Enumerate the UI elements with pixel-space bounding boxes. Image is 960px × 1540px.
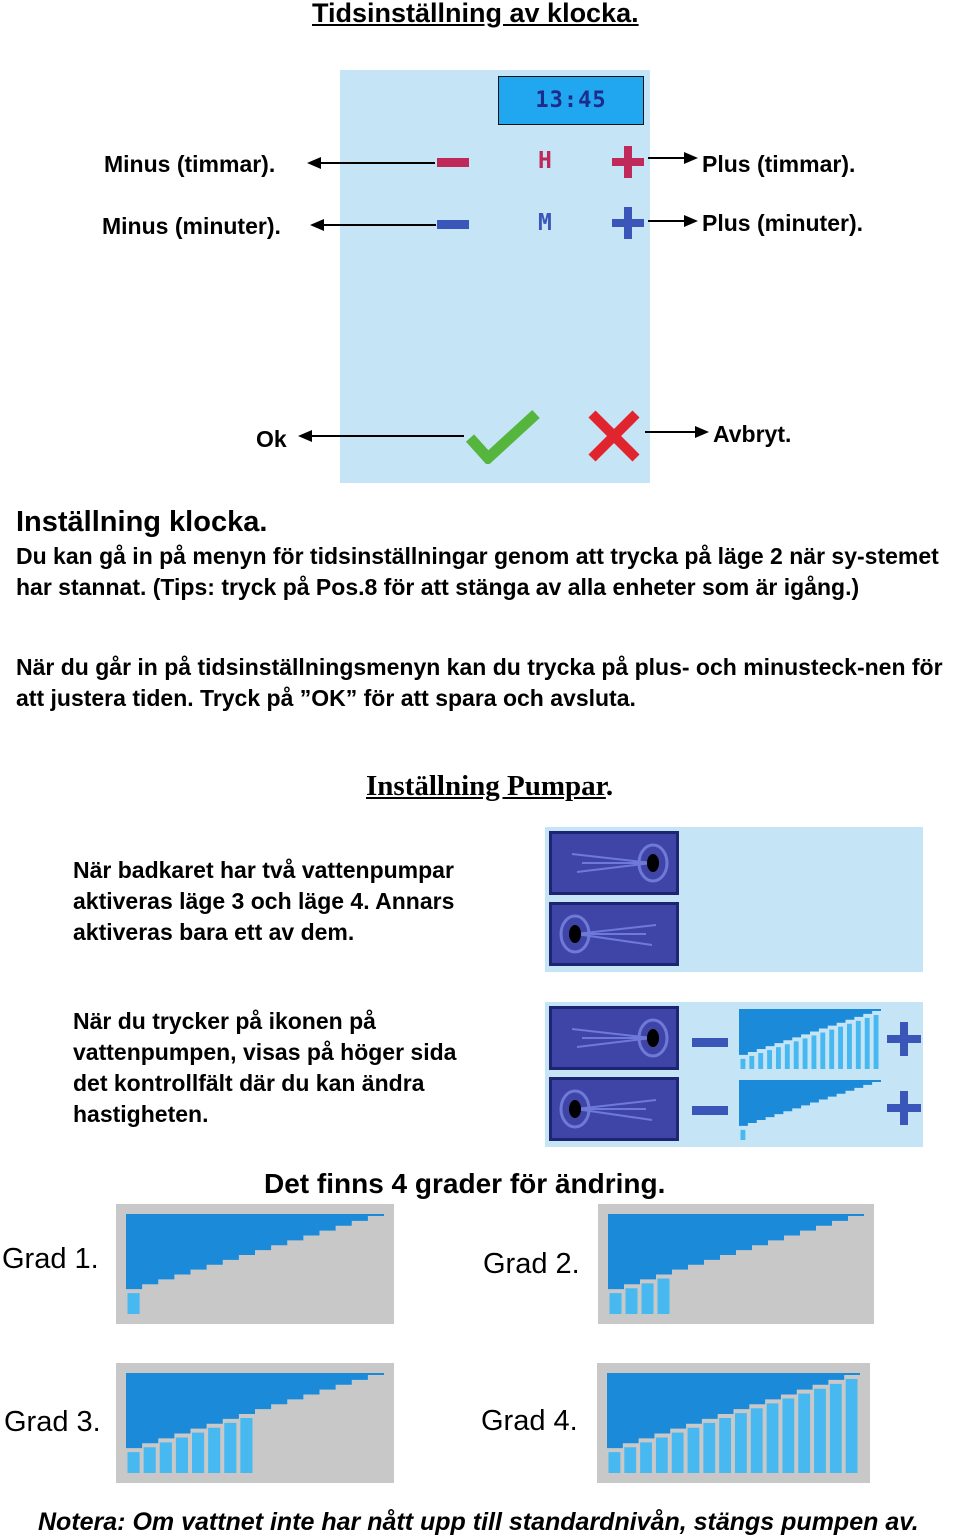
arrow-cancel: [645, 424, 709, 440]
speed-bar: [749, 1056, 754, 1069]
arrow-minus-hours: [307, 155, 437, 171]
pumps-text1: När badkaret har två vattenpumpar aktiveras läge 3 och läge 4. Annars aktiveras bara ett av dem.: [73, 857, 455, 945]
arrow-ok: [298, 428, 466, 444]
pump-panel-2: [545, 1002, 923, 1147]
grades-heading: Det finns 4 grader för ändring.: [264, 1168, 666, 1199]
speed-bar: [751, 1408, 763, 1473]
speed-bar: [776, 1047, 781, 1069]
speed-bar: [703, 1423, 715, 1473]
arrow-minus-minutes: [310, 217, 438, 233]
speed-bar: [803, 1038, 808, 1069]
speed-bar: [672, 1433, 684, 1473]
speed-bar: [626, 1288, 638, 1314]
grade-1-speed-graphic: [116, 1204, 394, 1324]
speed-plus-1-button[interactable]: [887, 1022, 921, 1056]
arrow-plus-minutes: [648, 213, 698, 229]
speed-bar: [785, 1044, 790, 1069]
page-title: Tidsinställning av klocka.: [312, 0, 639, 28]
pump-1-button-control[interactable]: [549, 1006, 679, 1070]
speed-bar: [735, 1413, 747, 1473]
hour-letter: H: [538, 148, 552, 174]
speed-bar: [741, 1059, 746, 1069]
pump-panel-1: [545, 827, 923, 972]
pump-2-button-control[interactable]: [549, 1077, 679, 1141]
speed-bar: [208, 1428, 220, 1473]
pumps-heading-text: Inställning Pumpar: [366, 770, 606, 802]
ok-label: Ok: [256, 426, 287, 452]
pump-1-button[interactable]: [549, 831, 679, 895]
plus-hours-button[interactable]: [612, 146, 644, 178]
speed-bar: [830, 1384, 842, 1473]
speed-bar: [874, 1015, 879, 1069]
pump-2-button[interactable]: [549, 902, 679, 966]
plus-hours-label: Plus (timmar).: [702, 151, 856, 177]
minus-minutes-button[interactable]: [437, 220, 469, 229]
speed-bar: [224, 1423, 236, 1473]
grade-4-label: Grad 4.: [481, 1405, 578, 1437]
speed-bar: [128, 1452, 140, 1473]
speed-bar: [856, 1021, 861, 1069]
speed-bar: [640, 1442, 652, 1473]
speed-bar: [642, 1283, 654, 1314]
speed-bar: [814, 1389, 826, 1473]
speed-bar: [160, 1442, 172, 1473]
speed-bar: [794, 1041, 799, 1069]
speed-minus-1-button[interactable]: [692, 1038, 728, 1047]
clock-section-para2: När du går in på tidsinställningsmenyn kan du trycka på plus- och minusteck-nen för att justera tiden. Tryck på ”OK” för att spara och avsluta.: [16, 654, 943, 711]
speed-bar: [767, 1050, 772, 1069]
speed-bar: [240, 1418, 252, 1473]
speed-bar: [758, 1053, 763, 1069]
speed-control-2: [737, 1078, 883, 1142]
speed-bar: [812, 1035, 817, 1069]
minus-hours-label: Minus (timmar).: [104, 151, 276, 177]
grade-2-label: Grad 2.: [483, 1248, 580, 1280]
footer-note: Notera: Om vattnet inte har nått upp till standardnivån, stängs pumpen av.: [38, 1508, 919, 1536]
speed-bar: [767, 1403, 779, 1473]
cancel-label: Avbryt.: [713, 421, 792, 447]
arrow-plus-hours: [648, 150, 698, 166]
ok-check-icon[interactable]: [466, 408, 540, 464]
clock-display: 13:45: [498, 76, 644, 125]
speed-bar: [782, 1399, 794, 1474]
speed-control-1: [737, 1007, 883, 1071]
speed-bar: [128, 1293, 140, 1314]
speed-bar: [846, 1379, 858, 1473]
plus-minutes-label: Plus (minuter).: [702, 210, 864, 236]
speed-bar: [741, 1130, 746, 1140]
cancel-x-icon[interactable]: [586, 408, 642, 464]
speed-bar: [847, 1024, 852, 1069]
speed-bar: [609, 1452, 621, 1473]
speed-bar: [658, 1279, 670, 1315]
grade-3-label: Grad 3.: [4, 1406, 101, 1438]
speed-bar: [865, 1018, 870, 1069]
speed-bar: [719, 1418, 731, 1473]
grade-4-speed-graphic: [597, 1363, 870, 1483]
speed-bar: [829, 1030, 834, 1069]
minus-hours-button[interactable]: [437, 158, 469, 167]
clock-section-para1: Du kan gå in på menyn för tidsinställningar genom att trycka på läge 2 när sy-stemet har stannat. (Tips: tryck på Pos.8 för att stänga av alla enheter som är igång.): [16, 543, 939, 600]
speed-bar: [624, 1447, 636, 1473]
speed-bar: [192, 1433, 204, 1473]
pumps-heading: [366, 770, 613, 803]
speed-bar: [798, 1394, 810, 1473]
grade-3-speed-graphic: [116, 1363, 394, 1483]
minus-minutes-label: Minus (minuter).: [102, 213, 281, 239]
speed-bar: [176, 1438, 188, 1474]
speed-bar: [688, 1428, 700, 1473]
speed-bar: [820, 1033, 825, 1069]
pumps-text2: När du trycker på ikonen på vattenpumpen, visas på höger sida det kontrollfält där du kan ändra hastigheten.: [73, 1008, 457, 1127]
grade-2-speed-graphic: [598, 1204, 874, 1324]
minute-letter: M: [538, 210, 552, 236]
speed-bar: [656, 1438, 668, 1474]
speed-staircase: [739, 1080, 881, 1127]
grade-1-label: Grad 1.: [2, 1243, 99, 1275]
speed-bar: [610, 1293, 622, 1314]
speed-minus-2-button[interactable]: [692, 1106, 728, 1115]
plus-minutes-button[interactable]: [612, 207, 644, 239]
speed-plus-2-button[interactable]: [887, 1091, 921, 1125]
speed-bar: [144, 1447, 156, 1473]
pumps-heading-dot: .: [605, 770, 614, 802]
clock-section-heading: Inställning klocka.: [16, 506, 268, 538]
speed-bar: [838, 1027, 843, 1069]
